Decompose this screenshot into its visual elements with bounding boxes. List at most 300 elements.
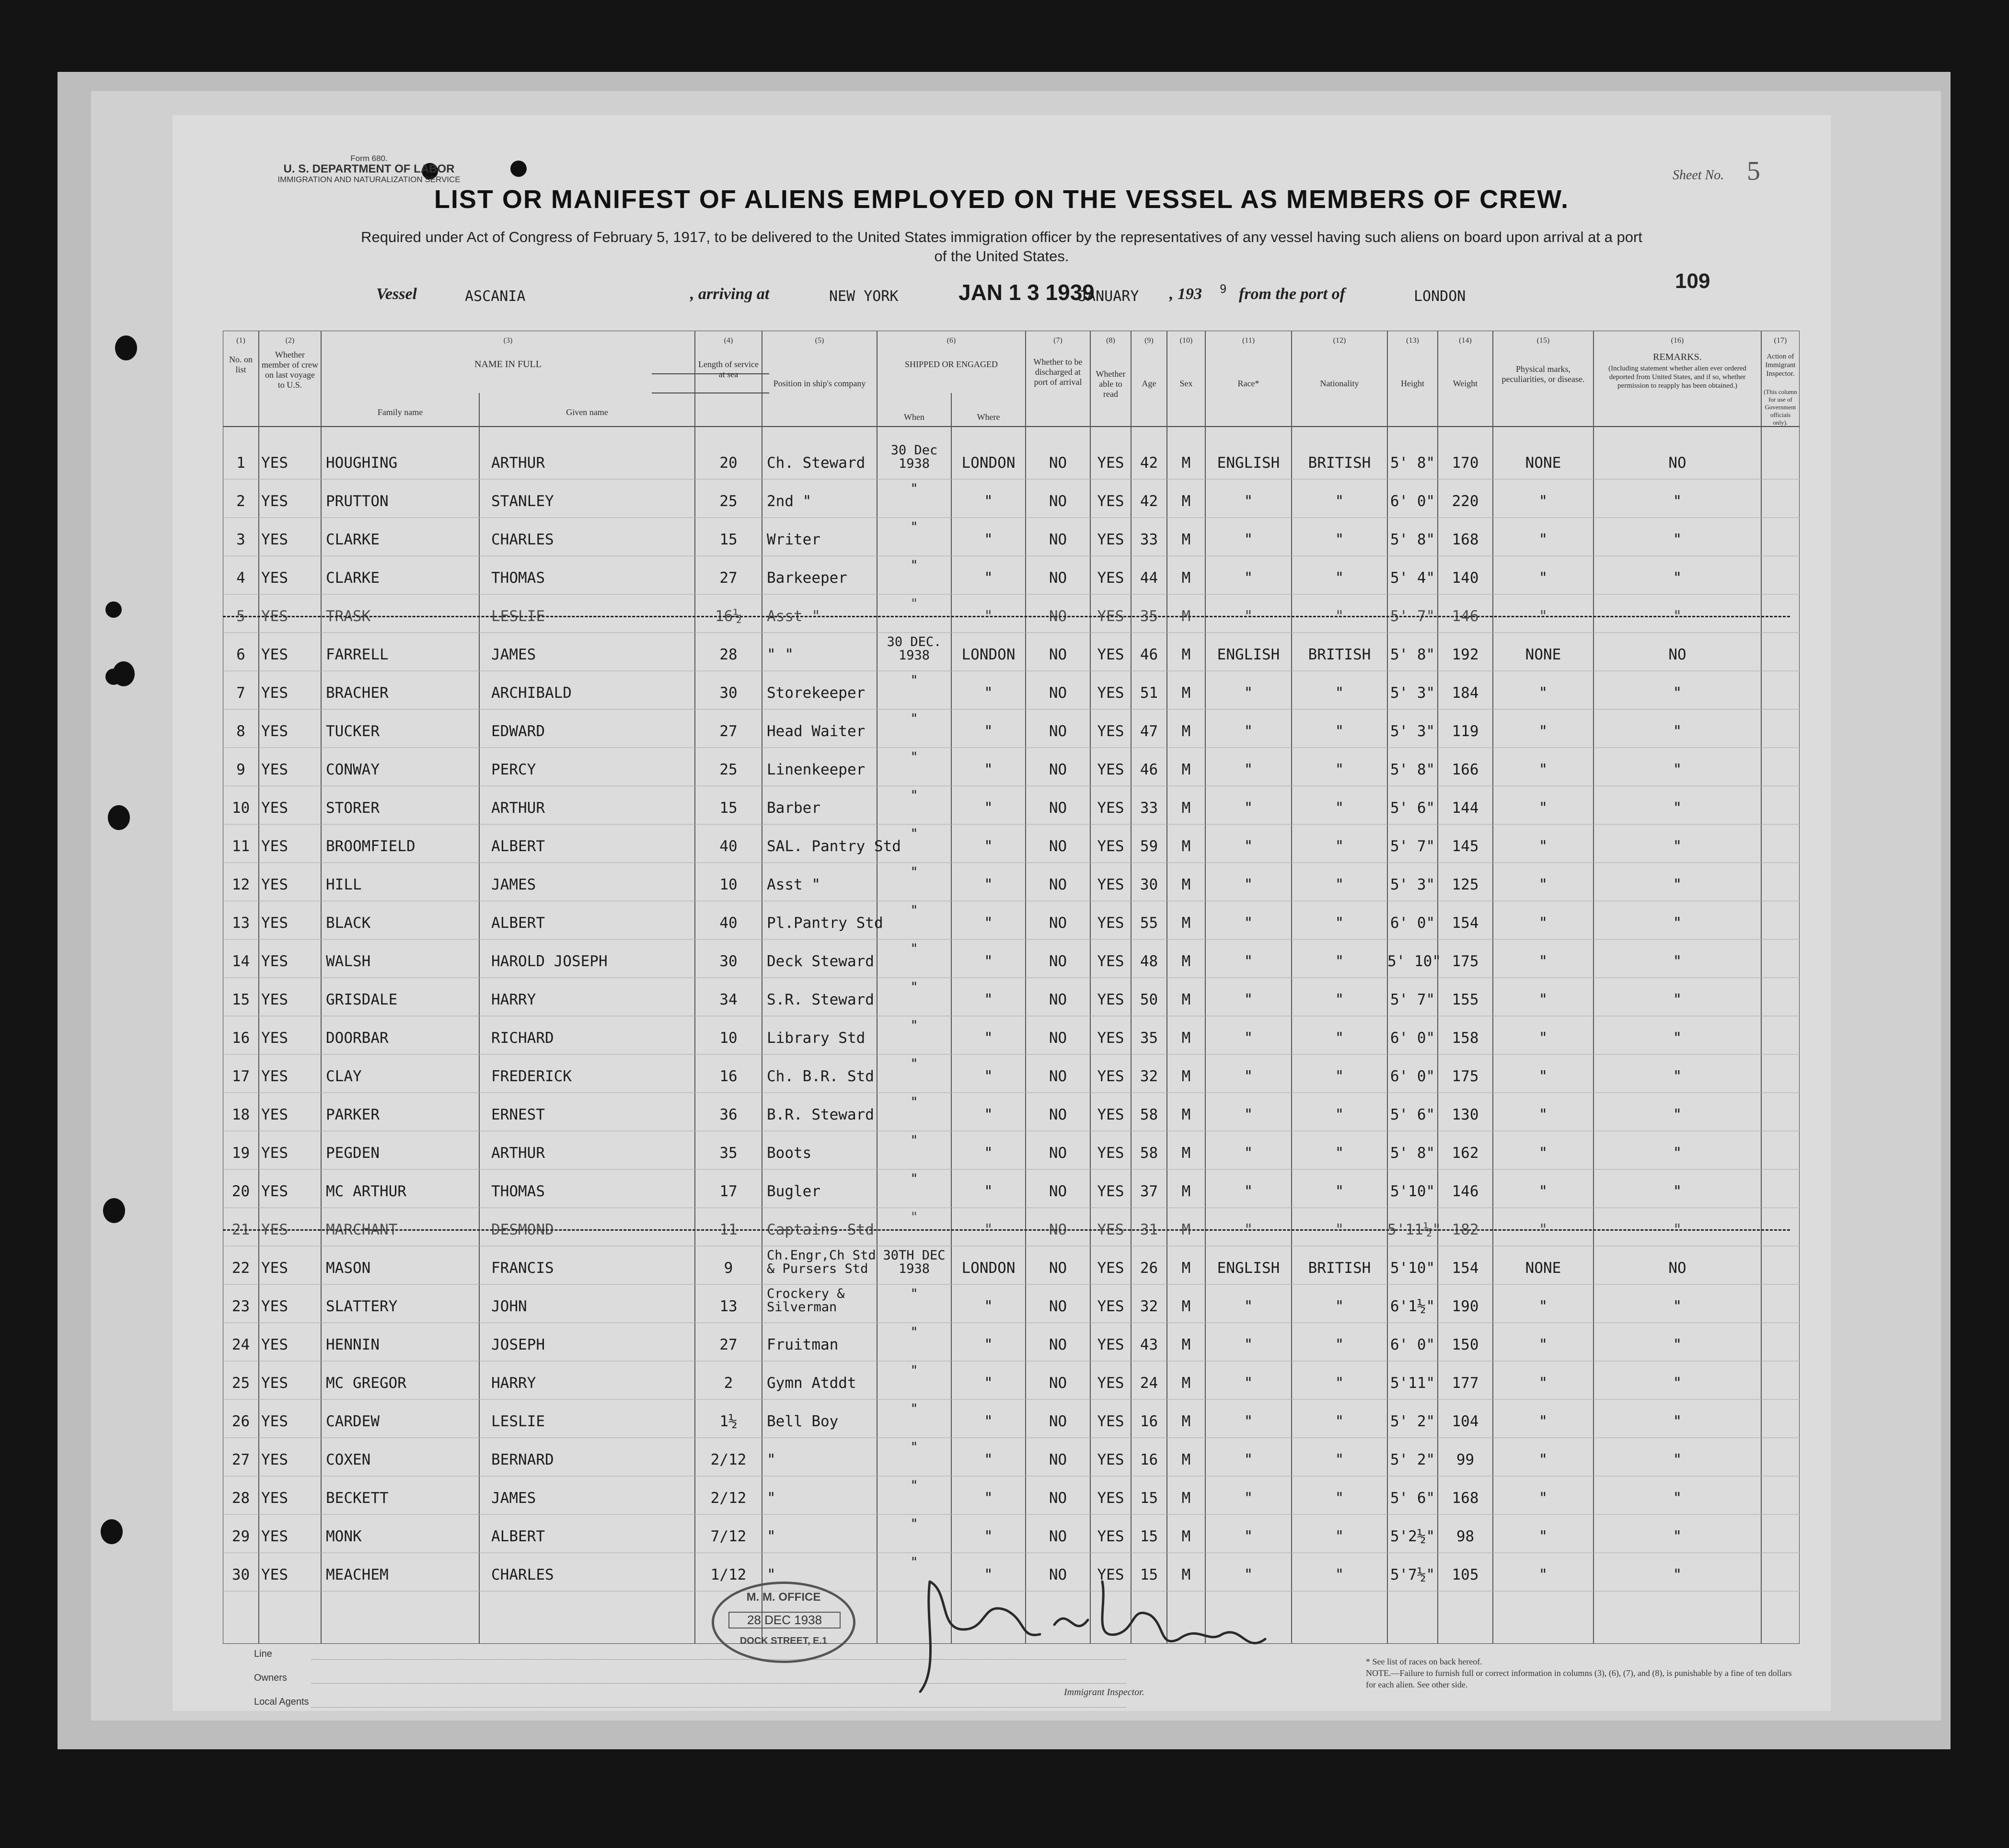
punch-hole [105, 601, 122, 618]
cell-read: YES [1097, 723, 1124, 740]
cell-position: Fruitman [767, 1336, 839, 1353]
cell-height: 5' 8" [1390, 646, 1435, 663]
cell-given: JAMES [491, 876, 536, 893]
cell-marks: " [1538, 799, 1548, 817]
col-number-3: (3) [503, 336, 513, 345]
cell-when: " [910, 750, 918, 764]
cell-given: THOMAS [491, 1183, 545, 1200]
cell-service: 7/12 [710, 1528, 747, 1545]
cell-no: 24 [231, 1336, 250, 1353]
cell-discharge: NO [1049, 1566, 1067, 1583]
row-5-strikethrough [223, 616, 1790, 617]
cell-height: 5' 10" [1387, 953, 1441, 970]
cell-height: 5' 7" [1390, 838, 1435, 855]
cell-service: 2 [724, 1374, 733, 1392]
cell-sex: M [1181, 569, 1191, 587]
cell-race: " [1244, 608, 1253, 625]
cell-service: 40 [719, 914, 738, 932]
cell-race: " [1244, 799, 1253, 817]
cell-nationality: " [1335, 1490, 1344, 1507]
cell-family: BRACHER [326, 684, 389, 702]
cell-marks: " [1538, 493, 1548, 510]
cell-marks: " [1538, 1068, 1548, 1085]
cell-family: TUCKER [326, 723, 380, 740]
col-number-2: (2) [285, 336, 295, 345]
cell-nationality: " [1335, 1144, 1344, 1162]
cell-member: YES [261, 723, 288, 740]
service-name: IMMIGRATION AND NATURALIZATION SERVICE [277, 175, 461, 184]
cell-position: " [767, 1528, 776, 1545]
cell-when: " [910, 826, 918, 841]
manifest-page [173, 115, 1831, 1711]
header-nationality: Nationality [1320, 379, 1359, 388]
cell-remarks: " [1673, 761, 1682, 778]
cell-when: " [910, 1286, 918, 1301]
cell-nationality: " [1335, 1183, 1344, 1200]
cell-weight: 155 [1452, 991, 1479, 1008]
cell-read: YES [1097, 1336, 1124, 1353]
cell-family: WALSH [326, 953, 371, 970]
cell-race: " [1244, 914, 1253, 932]
cell-remarks: " [1673, 723, 1682, 740]
cell-service: 17 [719, 1183, 738, 1200]
cell-given: HARRY [491, 1374, 536, 1392]
cell-family: STORER [326, 799, 380, 817]
cell-member: YES [261, 1221, 288, 1238]
cell-race: " [1244, 1374, 1253, 1392]
cell-race: " [1244, 1221, 1253, 1238]
cell-member: YES [261, 991, 288, 1008]
cell-height: 5' 3" [1390, 684, 1435, 702]
cell-sex: M [1181, 991, 1191, 1008]
cell-read: YES [1097, 1029, 1124, 1047]
col-number-11: (11) [1242, 336, 1255, 345]
cell-weight: 192 [1452, 646, 1479, 663]
cell-read: YES [1097, 838, 1124, 855]
cell-height: 5' 6" [1390, 1106, 1435, 1123]
cell-when: " [910, 1095, 918, 1109]
cell-sex: M [1181, 684, 1191, 702]
cell-when: 30TH DEC 1938 [883, 1248, 946, 1276]
cell-given: CHARLES [491, 531, 554, 548]
cell-remarks: " [1673, 1029, 1682, 1047]
cell-service: 15 [719, 531, 738, 548]
header-when: When [904, 412, 924, 422]
cell-race: " [1244, 569, 1253, 587]
cell-when: 30 DEC. 1938 [887, 635, 942, 663]
cell-age: 16 [1140, 1413, 1158, 1430]
cell-discharge: NO [1049, 531, 1067, 548]
cell-age: 50 [1140, 991, 1158, 1008]
cell-where: " [984, 684, 993, 702]
cell-marks: " [1538, 1451, 1548, 1468]
cell-member: YES [261, 1183, 288, 1200]
cell-race: " [1244, 1528, 1253, 1545]
col-number-9: (9) [1144, 336, 1154, 345]
cell-no: 25 [231, 1374, 250, 1392]
cell-no: 9 [236, 761, 245, 778]
penalty-note: NOTE.—Failure to furnish full or correct information in columns (3), (6), (7), and (8), is punishable by a fine of ten dollars for each alien. See other side. [1366, 1668, 1792, 1689]
header-given-name: Given name [566, 407, 608, 417]
cell-nationality: " [1335, 1029, 1344, 1047]
cell-race: " [1244, 1029, 1253, 1047]
cell-no: 21 [231, 1221, 250, 1238]
header-height: Height [1401, 379, 1424, 388]
cell-service: 25 [719, 493, 738, 510]
cell-weight: 154 [1452, 914, 1479, 932]
cell-marks: " [1538, 1029, 1548, 1047]
cell-race: ENGLISH [1217, 646, 1280, 663]
cell-position: Asst " [767, 876, 820, 893]
cell-given: JOHN [491, 1298, 527, 1315]
cell-service: 15 [719, 799, 738, 817]
cell-weight: 166 [1452, 761, 1479, 778]
cell-discharge: NO [1049, 569, 1067, 587]
cell-family: SLATTERY [326, 1298, 398, 1315]
cell-given: HAROLD JOSEPH [491, 953, 608, 970]
cell-discharge: NO [1049, 1336, 1067, 1353]
cell-remarks: " [1673, 1413, 1682, 1430]
cell-position: Bugler [767, 1183, 820, 1200]
cell-marks: " [1538, 608, 1548, 625]
cell-height: 5' 3" [1390, 876, 1435, 893]
table-row [223, 633, 1800, 671]
cell-marks: " [1538, 991, 1548, 1008]
cell-family: PEGDEN [326, 1144, 380, 1162]
header-weight: Weight [1453, 379, 1478, 388]
cell-marks: " [1538, 1413, 1548, 1430]
cell-age: 35 [1140, 1029, 1158, 1047]
cell-discharge: NO [1049, 1259, 1067, 1277]
cell-when: " [910, 1478, 918, 1493]
cell-given: LESLIE [491, 1413, 545, 1430]
cell-sex: M [1181, 1336, 1191, 1353]
cell-member: YES [261, 1144, 288, 1162]
office-stamp [712, 1582, 855, 1663]
table-row [223, 863, 1800, 901]
cell-discharge: NO [1049, 799, 1067, 817]
cell-when: 30 Dec 1938 [890, 443, 938, 471]
cell-family: MC ARTHUR [326, 1183, 406, 1200]
row-21-strikethrough [223, 1229, 1790, 1231]
cell-race: " [1244, 1183, 1253, 1200]
table-row [223, 978, 1800, 1016]
table-row [223, 1054, 1800, 1093]
cell-nationality: " [1335, 876, 1344, 893]
cell-height: 5' 6" [1390, 799, 1435, 817]
cell-no: 14 [231, 953, 250, 970]
arrival-stamp-date: JAN 1 3 1939 [958, 280, 1095, 305]
cell-discharge: NO [1049, 1298, 1067, 1315]
cell-where: LONDON [961, 1259, 1016, 1277]
cell-where: " [984, 1221, 993, 1238]
cell-remarks: NO [1668, 1259, 1686, 1277]
cell-no: 28 [231, 1490, 250, 1507]
cell-given: HARRY [491, 991, 536, 1008]
cell-height: 5' 8" [1390, 531, 1435, 548]
cell-sex: M [1181, 1451, 1191, 1468]
sheet-label: Sheet No. [1673, 168, 1724, 183]
arriving-label: , arriving at [690, 285, 770, 303]
cell-no: 20 [231, 1183, 250, 1200]
header-physical-marks: Physical marks, peculiarities, or disease. [1501, 364, 1585, 384]
cell-position: S.R. Steward [767, 991, 874, 1008]
cell-position: Boots [767, 1144, 812, 1162]
cell-read: YES [1097, 1374, 1124, 1392]
cell-discharge: NO [1049, 991, 1067, 1008]
cell-read: YES [1097, 1566, 1124, 1583]
col-number-16: (16) [1671, 336, 1684, 345]
table-row [223, 594, 1800, 633]
cell-where: " [984, 1068, 993, 1085]
vessel-label: Vessel [376, 285, 417, 303]
cell-discharge: NO [1049, 1490, 1067, 1507]
cell-weight: 104 [1452, 1413, 1479, 1430]
cell-no: 26 [231, 1413, 250, 1430]
cell-service: 2/12 [710, 1490, 747, 1507]
cell-given: ERNEST [491, 1106, 545, 1123]
cell-service: 10 [719, 1029, 738, 1047]
cell-where: " [984, 1106, 993, 1123]
cell-read: YES [1097, 493, 1124, 510]
cell-remarks: " [1673, 1221, 1682, 1238]
cell-member: YES [261, 1029, 288, 1047]
cell-when: " [910, 941, 918, 956]
cell-marks: " [1538, 684, 1548, 702]
cell-member: YES [261, 1528, 288, 1545]
cell-family: MARCHANT [326, 1221, 398, 1238]
cell-marks: " [1538, 876, 1548, 893]
cell-no: 5 [236, 608, 245, 625]
department-name: U. S. DEPARTMENT OF LABOR [283, 162, 455, 175]
cell-age: 33 [1140, 531, 1158, 548]
cell-remarks: " [1673, 569, 1682, 587]
cell-family: MEACHEM [326, 1566, 389, 1583]
cell-family: PRUTTON [326, 493, 389, 510]
cell-position: " " [767, 646, 794, 663]
cell-remarks: " [1673, 1566, 1682, 1583]
cell-remarks: " [1673, 1068, 1682, 1085]
cell-when: " [910, 1516, 918, 1531]
cell-where: " [984, 1144, 993, 1162]
cell-sex: M [1181, 876, 1191, 893]
cell-race: " [1244, 1336, 1253, 1353]
col-number-13: (13) [1406, 336, 1419, 345]
cell-discharge: NO [1049, 1029, 1067, 1047]
cell-family: GRISDALE [326, 991, 398, 1008]
cell-when: " [910, 1056, 918, 1071]
document-subtitle: Required under Act of Congress of February 5, 1917, to be delivered to the United States immigration officer by the representatives of any vessel having such aliens on board upon arrival at a port of the United States. [361, 229, 1642, 265]
table-row [223, 1476, 1800, 1514]
cell-remarks: " [1673, 1490, 1682, 1507]
page-number: 109 [1675, 269, 1710, 293]
cell-member: YES [261, 1298, 288, 1315]
cell-discharge: NO [1049, 838, 1067, 855]
cell-marks: " [1538, 761, 1548, 778]
cell-marks: NONE [1525, 1259, 1561, 1277]
cell-marks: " [1538, 1106, 1548, 1123]
cell-service: 25 [719, 761, 738, 778]
cell-service: 16 [719, 1068, 738, 1085]
cell-race: ENGLISH [1217, 454, 1280, 472]
cell-when: " [910, 520, 918, 534]
cell-height: 5'2½" [1390, 1528, 1435, 1545]
cell-sex: M [1181, 838, 1191, 855]
cell-when: " [910, 788, 918, 803]
cell-read: YES [1097, 914, 1124, 932]
cell-race: " [1244, 493, 1253, 510]
header-member-last-voyage: Whether member of crew on last voyage to U.S. [262, 350, 318, 390]
cell-where: " [984, 493, 993, 510]
cell-member: YES [261, 646, 288, 663]
table-row [223, 1284, 1800, 1323]
cell-marks: " [1538, 1298, 1548, 1315]
cell-weight: 220 [1452, 493, 1479, 510]
cell-race: " [1244, 1106, 1253, 1123]
cell-family: CONWAY [326, 761, 380, 778]
cell-when: " [910, 1171, 918, 1186]
cell-position: Bell Boy [767, 1413, 839, 1430]
cell-sex: M [1181, 646, 1191, 663]
cell-sex: M [1181, 1144, 1191, 1162]
cell-weight: 98 [1456, 1528, 1475, 1545]
cell-marks: " [1538, 1221, 1548, 1238]
cell-read: YES [1097, 1144, 1124, 1162]
cell-height: 6' 0" [1390, 1336, 1435, 1353]
cell-sex: M [1181, 1528, 1191, 1545]
table-row [223, 1169, 1800, 1208]
cell-no: 2 [236, 493, 245, 510]
cell-position: Captains Std [767, 1221, 874, 1238]
table-row [223, 518, 1800, 556]
punch-hole [105, 669, 122, 685]
cell-service: 20 [719, 454, 738, 472]
vessel-name: ASCANIA [465, 288, 526, 305]
cell-when: " [910, 558, 918, 573]
cell-member: YES [261, 608, 288, 625]
cell-no: 12 [231, 876, 250, 893]
cell-remarks: " [1673, 1298, 1682, 1315]
binder-hole [101, 1519, 123, 1544]
cell-sex: M [1181, 493, 1191, 510]
cell-sex: M [1181, 1183, 1191, 1200]
cell-given: BERNARD [491, 1451, 554, 1468]
header-action-note: (This column for use of Government officials only). [1764, 388, 1797, 426]
cell-age: 26 [1140, 1259, 1158, 1277]
cell-nationality: " [1335, 1374, 1344, 1392]
agents-rule [312, 1707, 1126, 1708]
cell-height: 5'10" [1390, 1183, 1435, 1200]
cell-discharge: NO [1049, 646, 1067, 663]
arriving-port: NEW YORK [829, 288, 899, 305]
cell-where: " [984, 876, 993, 893]
cell-race: ENGLISH [1217, 1259, 1280, 1277]
cell-sex: M [1181, 723, 1191, 740]
cell-where: " [984, 1566, 993, 1583]
table-row [223, 1323, 1800, 1361]
cell-service: 30 [719, 684, 738, 702]
cell-weight: 150 [1452, 1336, 1479, 1353]
cell-marks: " [1538, 531, 1548, 548]
cell-age: 31 [1140, 1221, 1158, 1238]
cell-member: YES [261, 1259, 288, 1277]
cell-discharge: NO [1049, 1374, 1067, 1392]
cell-weight: 182 [1452, 1221, 1479, 1238]
table-row [223, 1093, 1800, 1131]
year-label: , 193 [1169, 285, 1202, 303]
cell-sex: M [1181, 454, 1191, 472]
cell-where: " [984, 1298, 993, 1315]
table-row [223, 671, 1800, 709]
header-remarks-note: (Including statement whether alien ever ordered deported from United States, and if so, whether permission to reapply has been obtained.) [1608, 365, 1746, 390]
cell-race: " [1244, 1451, 1253, 1468]
cell-marks: NONE [1525, 454, 1561, 472]
cell-weight: 177 [1452, 1374, 1479, 1392]
cell-discharge: NO [1049, 1413, 1067, 1430]
cell-discharge: NO [1049, 1068, 1067, 1085]
cell-height: 5'10" [1390, 1259, 1435, 1277]
cell-discharge: NO [1049, 953, 1067, 970]
cell-where: " [984, 608, 993, 625]
cell-when: " [910, 903, 918, 918]
cell-given: STANLEY [491, 493, 554, 510]
table-row [223, 1208, 1800, 1246]
cell-nationality: " [1335, 799, 1344, 817]
cell-position: Ch. Steward [767, 454, 866, 472]
cell-position: " [767, 1490, 776, 1507]
cell-where: " [984, 838, 993, 855]
cell-position: Ch.Engr,Ch Std & Pursers Std [767, 1248, 876, 1276]
cell-position: Pl.Pantry Std [767, 914, 883, 932]
cell-weight: 162 [1452, 1144, 1479, 1162]
cell-weight: 125 [1452, 876, 1479, 893]
cell-height: 5' 2" [1390, 1413, 1435, 1430]
cell-age: 37 [1140, 1183, 1158, 1200]
cell-nationality: " [1335, 991, 1344, 1008]
cell-marks: " [1538, 953, 1548, 970]
cell-member: YES [261, 569, 288, 587]
cell-service: 40 [719, 838, 738, 855]
cell-family: MONK [326, 1528, 362, 1545]
cell-age: 46 [1140, 761, 1158, 778]
cell-height: 5' 8" [1390, 454, 1435, 472]
cell-discharge: NO [1049, 493, 1067, 510]
cell-read: YES [1097, 684, 1124, 702]
cell-when: " [910, 1363, 918, 1378]
cell-position: B.R. Steward [767, 1106, 874, 1123]
cell-remarks: " [1673, 1144, 1682, 1162]
cell-position: Barkeeper [767, 569, 847, 587]
cell-member: YES [261, 761, 288, 778]
header-family-name: Family name [377, 407, 423, 417]
cell-given: ARCHIBALD [491, 684, 572, 702]
cell-given: ALBERT [491, 914, 545, 932]
cell-height: 6' 0" [1390, 914, 1435, 932]
cell-remarks: " [1673, 838, 1682, 855]
cell-discharge: NO [1049, 876, 1067, 893]
cell-member: YES [261, 454, 288, 472]
race-footnote: * See list of races on back hereof. [1366, 1657, 1482, 1666]
cell-weight: 119 [1452, 723, 1479, 740]
cell-sex: M [1181, 531, 1191, 548]
cell-no: 16 [231, 1029, 250, 1047]
cell-remarks: " [1673, 799, 1682, 817]
cell-member: YES [261, 1451, 288, 1468]
cell-family: CLARKE [326, 569, 380, 587]
cell-no: 4 [236, 569, 245, 587]
cell-marks: " [1538, 1183, 1548, 1200]
cell-age: 30 [1140, 876, 1158, 893]
